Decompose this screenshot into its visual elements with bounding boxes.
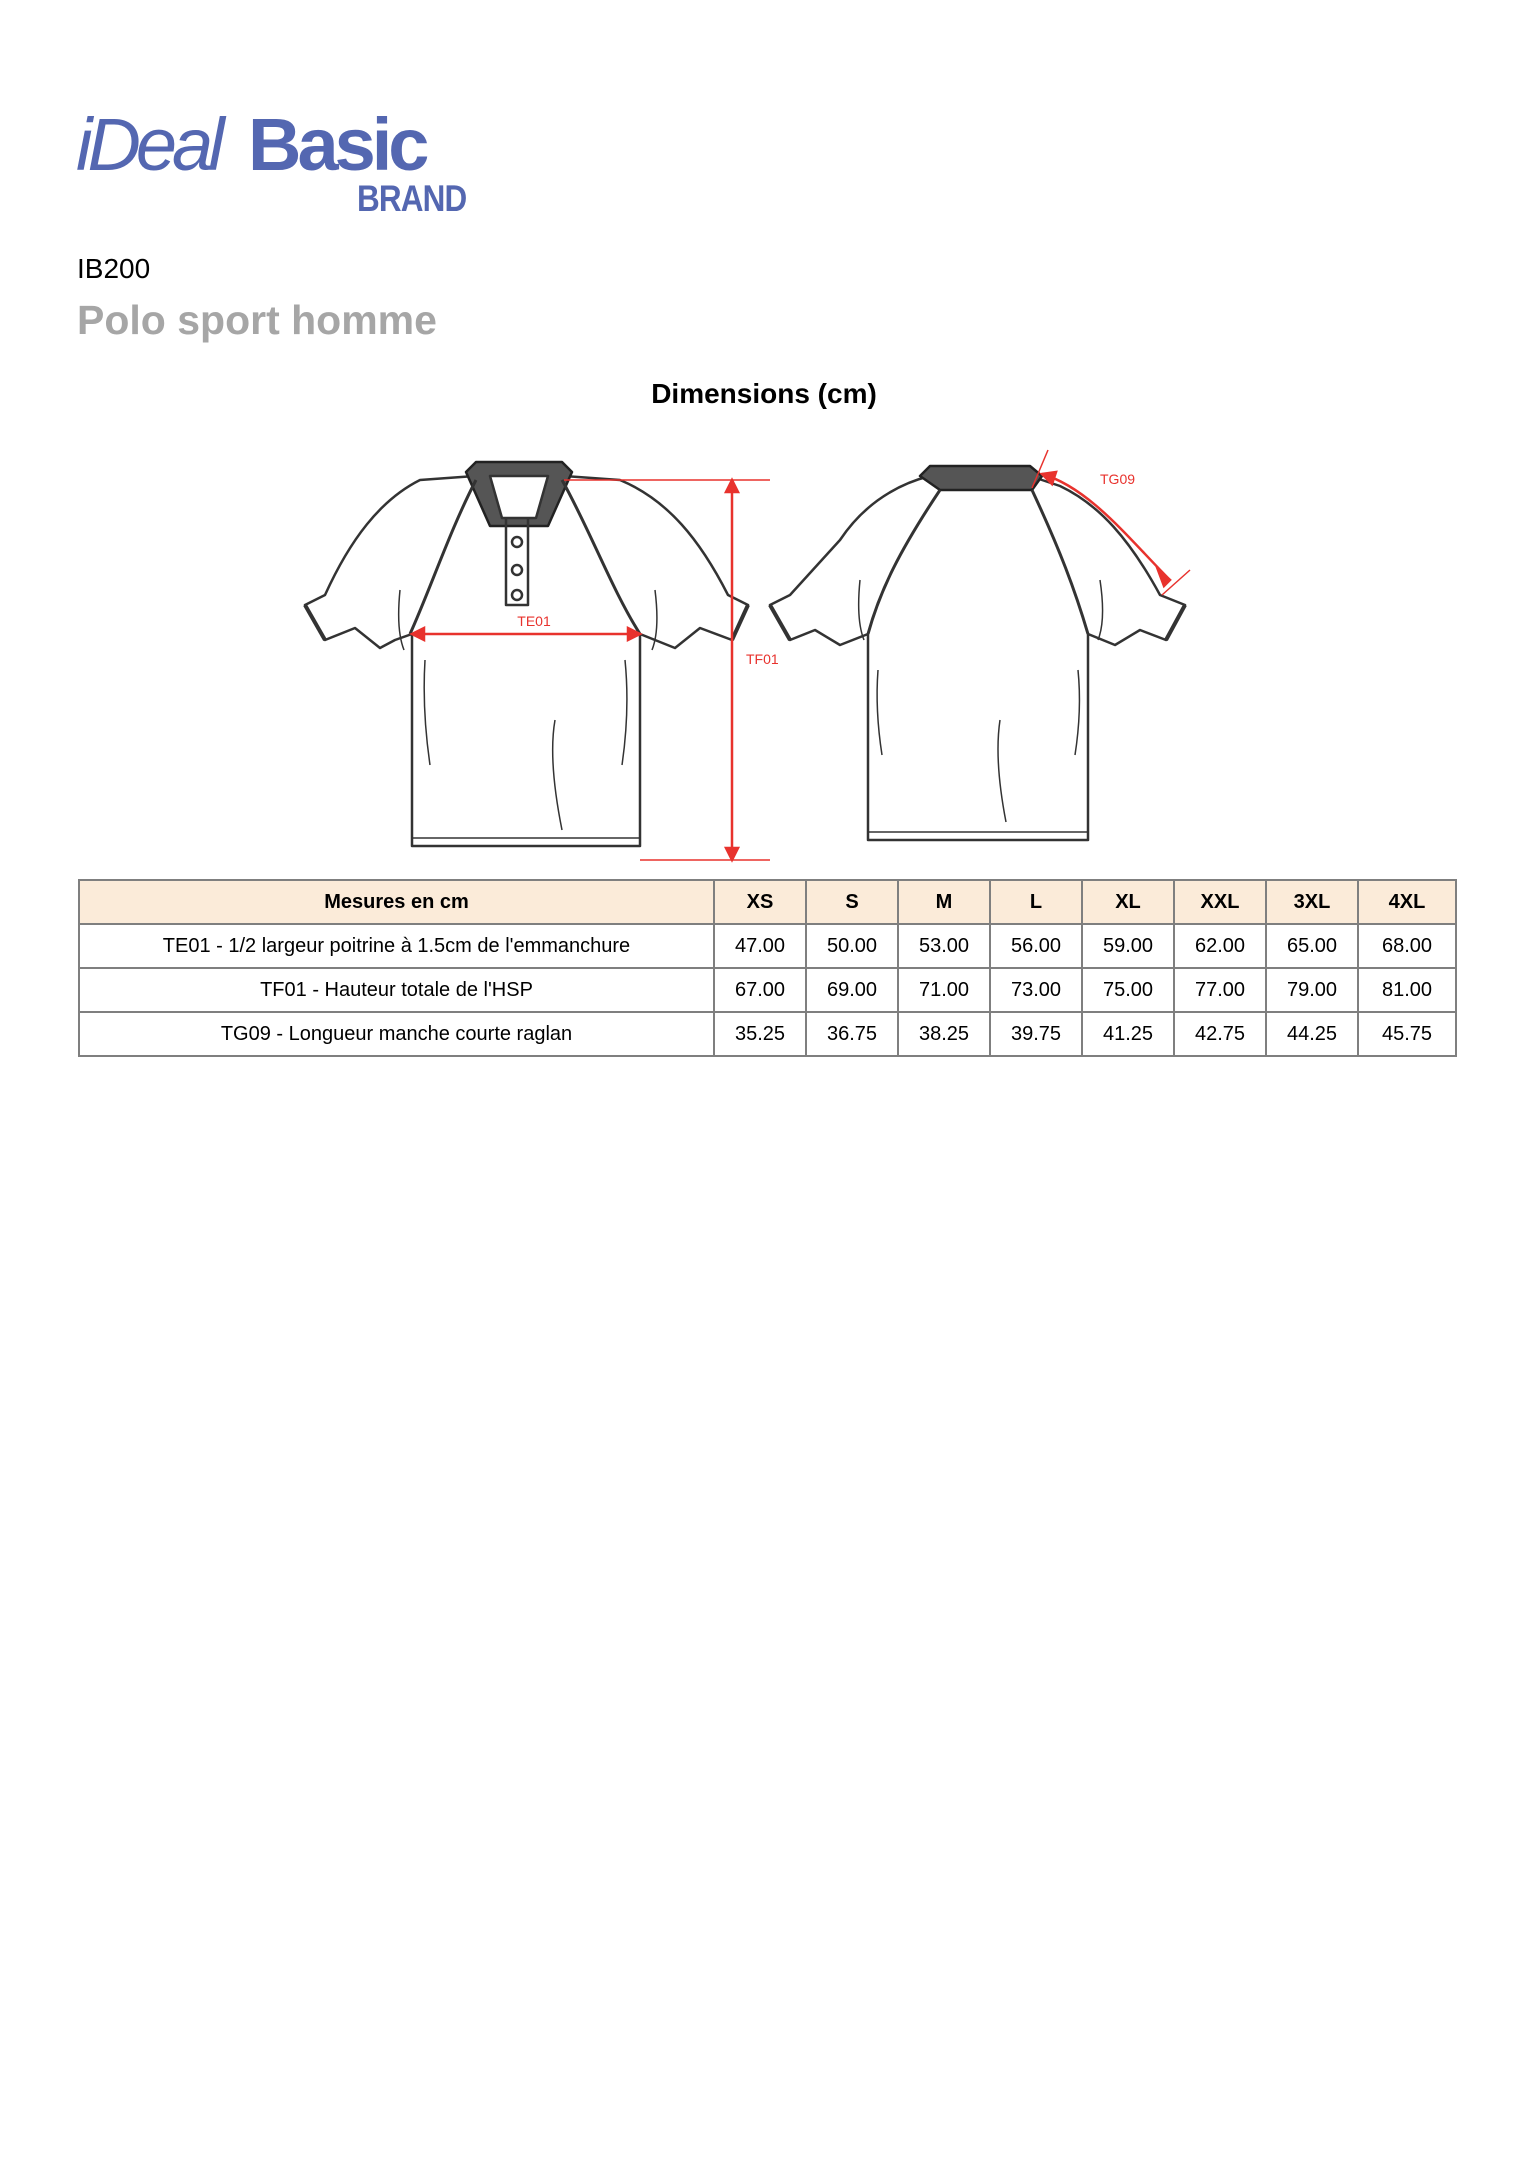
header-size: 3XL <box>1266 880 1358 924</box>
cell-value: 42.75 <box>1174 1012 1266 1056</box>
logo-ideal-text: iDeal <box>76 103 220 186</box>
cell-value: 73.00 <box>990 968 1082 1012</box>
product-title: Polo sport homme <box>77 297 437 343</box>
brand-logo <box>76 103 476 219</box>
cell-value: 56.00 <box>990 924 1082 968</box>
size-chart-table <box>78 879 1457 1057</box>
cell-value: 36.75 <box>806 1012 898 1056</box>
header-size: M <box>898 880 990 924</box>
header-size: XS <box>714 880 806 924</box>
cell-value: 81.00 <box>1358 968 1456 1012</box>
header-measure-label: Mesures en cm <box>79 880 714 924</box>
header-size: 4XL <box>1358 880 1456 924</box>
table-header-row <box>79 880 1456 924</box>
cell-value: 59.00 <box>1082 924 1174 968</box>
cell-value: 75.00 <box>1082 968 1174 1012</box>
row-label: TE01 - 1/2 largeur poitrine à 1.5cm de l'emmanchure <box>79 924 714 968</box>
tg09-line <box>1042 474 1170 580</box>
logo-brand-text: BRAND <box>357 178 467 219</box>
cell-value: 69.00 <box>806 968 898 1012</box>
te01-arrow-left <box>412 628 424 640</box>
product-code: IB200 <box>77 253 151 284</box>
header-size: XXL <box>1174 880 1266 924</box>
dimensions-heading: Dimensions (cm) <box>651 378 877 409</box>
tf01-arrow-top <box>726 480 738 492</box>
cell-value: 50.00 <box>806 924 898 968</box>
table-row <box>79 1012 1456 1056</box>
cell-value: 35.25 <box>714 1012 806 1056</box>
tg09-label: TG09 <box>1100 471 1136 487</box>
header-size: L <box>990 880 1082 924</box>
cell-value: 38.25 <box>898 1012 990 1056</box>
cell-value: 71.00 <box>898 968 990 1012</box>
cell-value: 67.00 <box>714 968 806 1012</box>
cell-value: 65.00 <box>1266 924 1358 968</box>
cell-value: 79.00 <box>1266 968 1358 1012</box>
tg09-arrow-top <box>1042 472 1056 484</box>
tf01-label: TF01 <box>746 651 779 667</box>
cell-value: 45.75 <box>1358 1012 1456 1056</box>
logo-basic-text: Basic <box>248 103 426 186</box>
cell-value: 41.25 <box>1082 1012 1174 1056</box>
cell-value: 68.00 <box>1358 924 1456 968</box>
table-row <box>79 968 1456 1012</box>
cell-value: 39.75 <box>990 1012 1082 1056</box>
polo-back-illustration <box>770 466 1185 840</box>
cell-value: 53.00 <box>898 924 990 968</box>
table-row <box>79 924 1456 968</box>
header-size: S <box>806 880 898 924</box>
cell-value: 77.00 <box>1174 968 1266 1012</box>
row-label: TG09 - Longueur manche courte raglan <box>79 1012 714 1056</box>
cell-value: 47.00 <box>714 924 806 968</box>
cell-value: 44.25 <box>1266 1012 1358 1056</box>
polo-measurement-diagram <box>300 430 1220 870</box>
cell-value: 62.00 <box>1174 924 1266 968</box>
polo-front-illustration <box>305 462 748 846</box>
te01-label: TE01 <box>517 613 551 629</box>
header-size: XL <box>1082 880 1174 924</box>
tf01-arrow-bottom <box>726 848 738 860</box>
row-label: TF01 - Hauteur totale de l'HSP <box>79 968 714 1012</box>
